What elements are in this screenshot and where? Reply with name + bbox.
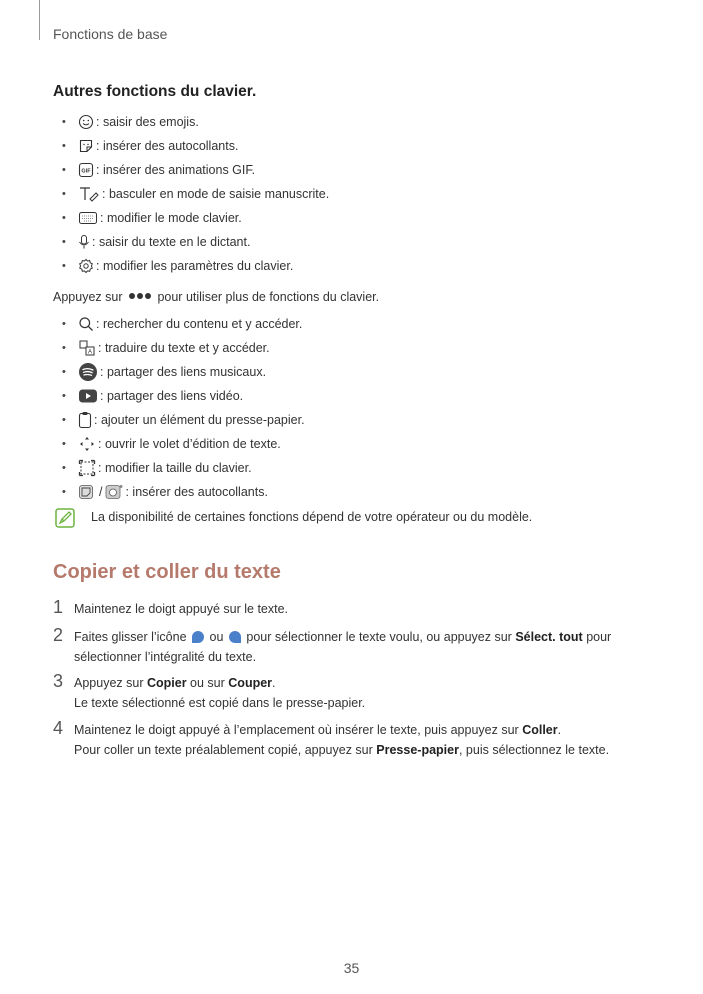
bullet: • xyxy=(62,414,66,426)
svg-text:GIF: GIF xyxy=(81,168,91,175)
step-number: 2 xyxy=(53,625,64,645)
gear-icon xyxy=(78,258,94,274)
sticker-icon xyxy=(78,138,94,154)
note-icon xyxy=(55,508,75,533)
list-item: • : basculer en mode de saisie manuscrite. xyxy=(62,187,330,201)
list-item: • : partager des liens musicaux. xyxy=(62,362,266,382)
resize-icon xyxy=(78,459,96,477)
bitmoji-icon xyxy=(105,484,123,500)
step-number: 3 xyxy=(53,671,64,691)
list-item: • : modifier les paramètres du clavier. xyxy=(62,259,294,273)
bullet: • xyxy=(62,462,66,474)
list-item: • : rechercher du contenu et y accéder. xyxy=(62,317,303,331)
bullet: • xyxy=(62,164,66,176)
bullet: • xyxy=(62,260,66,272)
clipboard-icon xyxy=(78,411,92,429)
section-title: Copier et coller du texte xyxy=(53,561,281,583)
music-icon xyxy=(78,362,98,382)
list-item: • : modifier la taille du clavier. xyxy=(62,461,252,475)
bullet: • xyxy=(62,342,66,354)
search-icon xyxy=(78,316,94,332)
keyboard-icon xyxy=(78,210,98,226)
bullet: • xyxy=(62,188,66,200)
step-text: Maintenez le doigt appuyé sur le texte. xyxy=(74,602,289,616)
sticker-box-icon xyxy=(78,484,94,500)
bullet: • xyxy=(62,438,66,450)
list-item: • : modifier le mode clavier. xyxy=(62,211,242,225)
list-item: • / : insérer des autocollants. xyxy=(62,485,268,499)
list-item: • : ajouter un élément du presse-papier. xyxy=(62,413,305,427)
list-item: • : partager des liens vidéo. xyxy=(62,389,244,403)
handwriting-icon xyxy=(78,185,100,203)
list-item: • GIF : insérer des animations GIF. xyxy=(62,163,256,177)
bullet: • xyxy=(62,116,66,128)
list-item: • : saisir du texte en le dictant. xyxy=(62,235,251,249)
availability-note: La disponibilité de certaines fonctions dépend de votre opérateur ou du modèle. xyxy=(91,510,533,524)
svg-text:A: A xyxy=(87,349,93,356)
microphone-icon xyxy=(78,234,90,250)
bullet: • xyxy=(62,212,66,224)
left-handle-icon xyxy=(192,631,204,643)
bullet: • xyxy=(62,486,66,498)
step-text: Maintenez le doigt appuyé à l’emplacement où insérer le texte, puis appuyez sur Coller. Pour coller un texte préalablement copié, appuyez sur Presse-papier, puis sélectionnez le texte. xyxy=(74,723,610,757)
bullet: • xyxy=(62,390,66,402)
more-functions-paragraph: Appuyez sur pour utiliser plus de fonctions du clavier. xyxy=(53,290,380,304)
list-item: • : ouvrir le volet d’édition de texte. xyxy=(62,437,281,451)
header-rule xyxy=(39,0,40,40)
list-item: • : insérer des autocollants. xyxy=(62,139,239,153)
right-handle-icon xyxy=(229,631,241,643)
step-number: 1 xyxy=(53,597,64,617)
video-icon xyxy=(78,388,98,404)
step-number: 4 xyxy=(53,718,64,738)
more-options-icon xyxy=(128,289,152,303)
keyboard-functions-heading: Autres fonctions du clavier. xyxy=(53,83,257,100)
emoji-icon xyxy=(78,114,94,130)
step-text: Appuyez sur Copier ou sur Couper. Le texte sélectionné est copié dans le presse-papier. xyxy=(74,676,366,710)
bullet: • xyxy=(62,318,66,330)
bullet: • xyxy=(62,366,66,378)
bullet: • xyxy=(62,140,66,152)
translate-icon xyxy=(78,339,96,357)
list-item: • A : traduire du texte et y accéder. xyxy=(62,341,270,356)
list-item: • : saisir des emojis. xyxy=(62,115,199,129)
running-header: Fonctions de base xyxy=(53,26,168,42)
gif-icon xyxy=(78,162,94,178)
page-number: 35 xyxy=(343,960,360,976)
step-text: Faites glisser l’icône ou pour sélectionner le texte voulu, ou appuyez sur Sélect. tout pour sélectionner l’intégralité du texte. xyxy=(74,630,612,664)
bullet: • xyxy=(62,236,66,248)
text-edit-icon xyxy=(78,435,96,453)
